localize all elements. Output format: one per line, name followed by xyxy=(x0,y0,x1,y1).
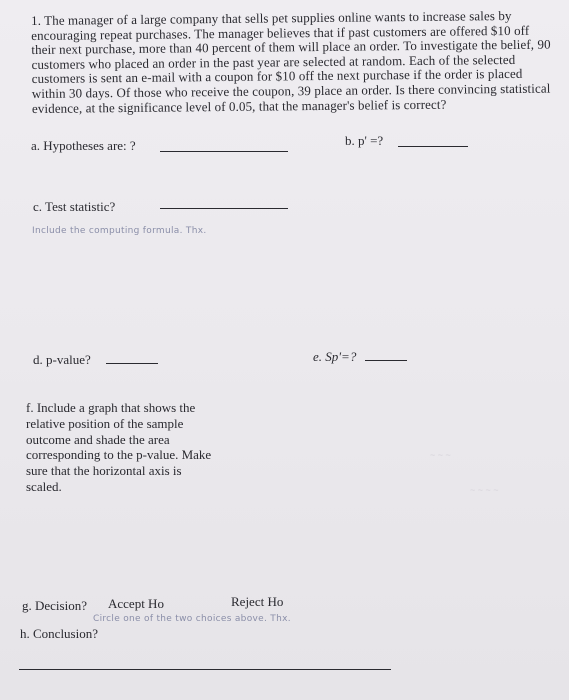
part-h-answer-line[interactable] xyxy=(19,668,391,670)
part-f-text: f. Include a graph that shows the relative position of the sample outcome and shade the area corresponding to the p-value. Make sure that the horizontal axis is scaled. xyxy=(26,400,212,494)
part-c-label xyxy=(33,199,115,215)
reject-choice[interactable]: Reject Ho xyxy=(231,594,284,609)
part-h-label: h. Conclusion? xyxy=(20,626,98,641)
part-c-handwritten-note: Include the computing formula. Thx. xyxy=(32,226,207,236)
part-c-text: c. Test statistic? xyxy=(33,199,116,214)
part-e-text: e. Sp'=? xyxy=(313,349,357,364)
bleed-through-mark: ~ ~ ~ ~ xyxy=(470,485,499,495)
bleed-through-mark: ~ ~ ~ xyxy=(430,450,451,460)
part-a-label xyxy=(31,138,136,154)
part-b-answer-line[interactable] xyxy=(398,145,468,147)
part-c-answer-line[interactable] xyxy=(160,207,288,209)
part-a-answer-line[interactable] xyxy=(160,150,288,152)
part-g-handwritten-note: Circle one of the two choices above. Thx. xyxy=(93,614,291,624)
problem-statement: 1. The manager of a large company that sells pet supplies online wants to increase sales by encouraging repeat purchases. The manager believes that if past customers are offered $10 off their next purchase, more than 40 percent of them will place an order. To investigate the belief, 90 customers who placed an order in the past year are selected at random. Each of the selected customers is sent an e-mail with a coupon for $10 off the next purchase if the order is placed within 30 days. Of those who receive the coupon, 39 place an order. Is there convincing statistical evidence, at the significance level of 0.05, that the manager's belief is correct? xyxy=(30,7,551,116)
part-e-answer-line[interactable] xyxy=(365,359,407,361)
part-e-label xyxy=(313,349,356,365)
part-d-answer-line[interactable] xyxy=(106,362,158,364)
part-b-label xyxy=(345,133,383,149)
part-b-text: b. p' =? xyxy=(345,133,384,148)
part-g-label: g. Decision? xyxy=(22,598,87,613)
part-a-text: a. Hypotheses are: ? xyxy=(31,138,136,153)
part-d-label xyxy=(33,352,91,368)
accept-choice[interactable]: Accept Ho xyxy=(108,596,164,611)
part-d-text: d. p-value? xyxy=(33,352,91,367)
